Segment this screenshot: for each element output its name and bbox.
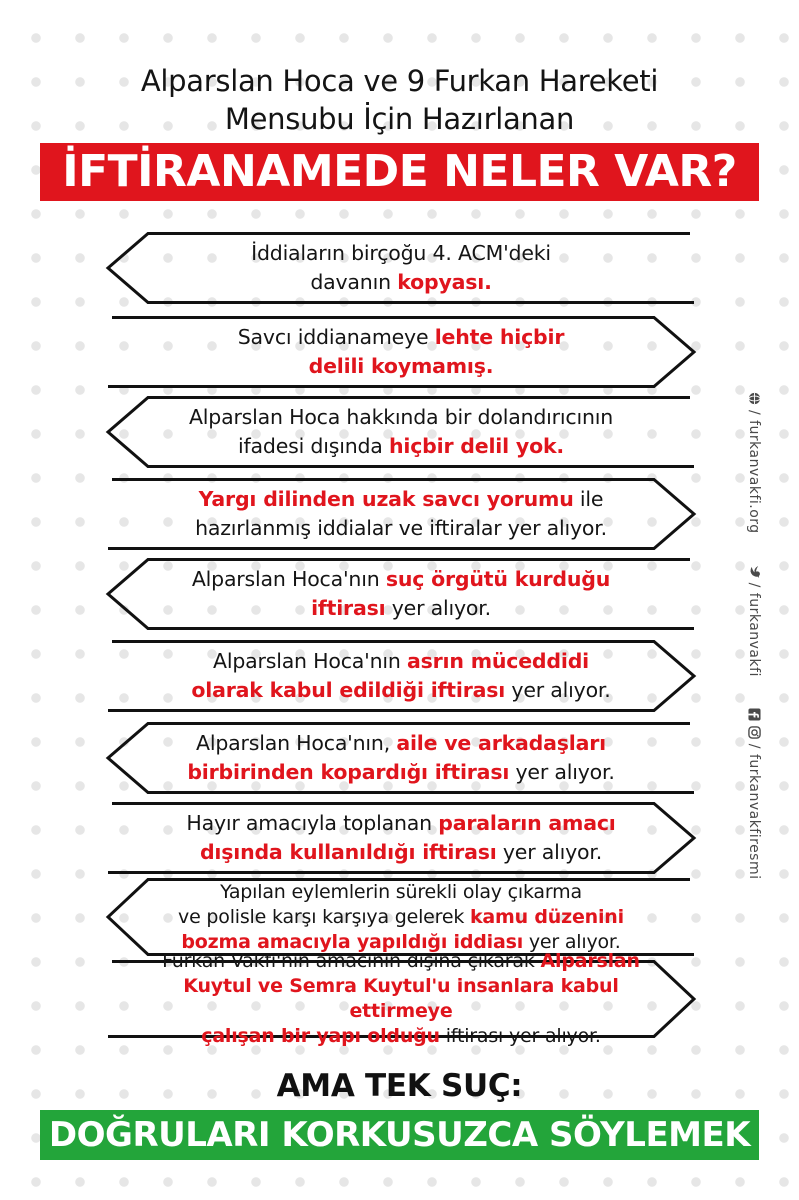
- claim-line: [196, 729, 606, 758]
- twitter-link[interactable]: [746, 565, 762, 677]
- claim-line: [199, 485, 604, 514]
- claim-item: [106, 396, 696, 468]
- claim-line: [162, 949, 640, 974]
- plain-text: yer alıyor.: [505, 678, 611, 702]
- claim-item: [106, 640, 696, 712]
- claim-item: [106, 232, 696, 304]
- highlight-text: kamu düzenini: [469, 905, 624, 928]
- claim-item: [106, 558, 696, 630]
- highlight-text: lehte hiçbir: [434, 325, 565, 349]
- claim-item: [106, 316, 696, 388]
- claim-item: [106, 878, 696, 956]
- claim-line: [189, 403, 613, 432]
- facebook-instagram-link[interactable]: [746, 708, 762, 880]
- plain-text: davanın: [310, 270, 398, 294]
- claim-line: [201, 1024, 600, 1049]
- claim-item: [106, 722, 696, 794]
- plain-text: ifadesi dışında: [238, 434, 389, 458]
- title-banner: İFTİRANAMEDE NELER VAR?: [40, 143, 759, 201]
- plain-text: Alparslan Hoca'nın,: [196, 731, 397, 755]
- highlight-text: Kuytul ve Semra Kuytul'u insanlara kabul ettirmeye: [183, 975, 619, 1022]
- highlight-text: hiçbir delil yok.: [388, 434, 564, 458]
- claim-item: [106, 950, 696, 1047]
- claim-line: [213, 647, 589, 676]
- plain-text: hazırlanmış iddialar ve iftiralar yer alıyor.: [195, 516, 607, 540]
- claim-line: [310, 268, 491, 297]
- plain-text: Alparslan Hoca hakkında bir dolandırıcının: [188, 405, 614, 429]
- claim-text: [146, 316, 656, 388]
- plain-text: ile: [573, 487, 604, 511]
- claim-line: [192, 565, 610, 594]
- plain-text: yer alıyor.: [509, 760, 615, 784]
- instagram-icon: [748, 726, 761, 739]
- plain-text: yer alıyor.: [385, 596, 491, 620]
- claim-text: [146, 558, 656, 630]
- website-label: / furkanvakfi.org: [746, 409, 762, 534]
- claim-line: [238, 432, 564, 461]
- highlight-text: bozma amacıyla yapıldığı iddiası: [181, 930, 524, 953]
- claim-text: [146, 396, 656, 468]
- claim-text: [146, 950, 656, 1047]
- twitter-icon: [748, 565, 761, 578]
- highlight-text: asrın müceddidi: [407, 649, 589, 673]
- highlight-text: dışında kullanıldığı iftirası: [199, 840, 497, 864]
- header-line-1: Alparslan Hoca ve 9 Furkan Hareketi: [140, 64, 659, 98]
- website-link[interactable]: [746, 392, 762, 534]
- highlight-text: kopyası.: [397, 270, 492, 294]
- highlight-text: delili koymamış.: [308, 354, 494, 378]
- footer-title: AMA TEK SUÇ:: [276, 1068, 523, 1104]
- plain-text: yer alıyor.: [523, 930, 621, 953]
- footer-banner: DOĞRULARI KORKUSUZCA SÖYLEMEK: [40, 1110, 759, 1160]
- claim-line: [200, 838, 602, 867]
- claim-line: [195, 514, 607, 543]
- plain-text: Savcı iddianameye: [237, 325, 435, 349]
- facebook-icon: [748, 708, 761, 721]
- plain-text: iftirası yer alıyor.: [439, 1025, 601, 1047]
- plain-text: İddiaların birçoğu 4. ACM'deki: [251, 241, 551, 265]
- claim-line: [178, 905, 624, 930]
- facebook-instagram-label: / furkanvakfiresmi: [746, 743, 762, 880]
- highlight-text: paraların amacı: [438, 811, 616, 835]
- plain-text: Alparslan Hoca'nın: [191, 567, 386, 591]
- claim-item: [106, 478, 696, 550]
- twitter-label: / furkanvakfi: [746, 582, 762, 677]
- highlight-text: birbirinden kopardığı iftirası: [187, 760, 510, 784]
- claim-text: [146, 722, 656, 794]
- plain-text: ve polisle karşı karşıya gelerek: [178, 905, 470, 928]
- plain-text: Alparslan Hoca'nın: [213, 649, 407, 673]
- claim-line: [238, 323, 565, 352]
- claim-text: [146, 878, 656, 956]
- plain-text: Yapılan eylemlerin sürekli olay çıkarma: [220, 880, 582, 903]
- claim-text: [146, 232, 656, 304]
- highlight-text: iftirası: [311, 596, 386, 620]
- highlight-text: Yargı dilinden uzak savcı yorumu: [198, 487, 574, 511]
- claim-line: [191, 676, 610, 705]
- claim-line: [186, 809, 615, 838]
- claim-line: [311, 594, 491, 623]
- claim-text: [146, 802, 656, 874]
- globe-icon: [748, 392, 761, 405]
- highlight-text: olarak kabul edildiği iftirası: [191, 678, 506, 702]
- claim-line: [187, 758, 614, 787]
- plain-text: Furkan Vakfı'nın amacının dışına çıkarak: [162, 950, 541, 972]
- plain-text: Hayır amacıyla toplanan: [186, 811, 439, 835]
- header-line-2: Mensubu İçin Hazırlanan: [224, 102, 575, 136]
- highlight-text: suç örgütü kurduğu: [385, 567, 611, 591]
- claim-item: [106, 802, 696, 874]
- plain-text: yer alıyor.: [496, 840, 603, 864]
- highlight-text: çalışan bir yapı olduğu: [201, 1025, 440, 1047]
- claim-text: [146, 478, 656, 550]
- claim-line: [220, 880, 582, 905]
- highlight-text: aile ve arkadaşları: [396, 731, 606, 755]
- claim-line: [309, 352, 494, 381]
- claim-text: [146, 640, 656, 712]
- highlight-text: Alparslan: [540, 950, 640, 972]
- claim-line: [146, 974, 656, 1024]
- claim-line: [251, 239, 551, 268]
